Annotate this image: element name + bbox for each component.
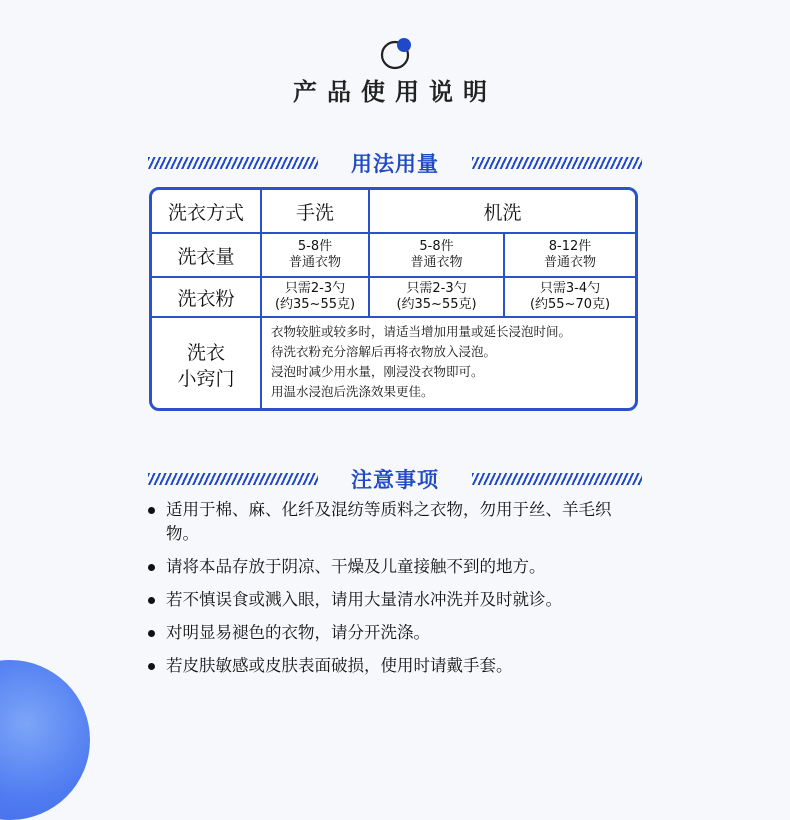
list-item xyxy=(148,654,628,678)
divider xyxy=(260,190,262,408)
list-item xyxy=(148,588,628,612)
usage-section-title: 用法用量 xyxy=(351,152,439,176)
note-text: 若皮肤敏感或皮肤表面破损，使用时请戴手套。 xyxy=(166,656,513,675)
logo-ring-icon xyxy=(379,36,415,72)
notes-section-title: 注意事项 xyxy=(351,468,439,492)
notes-list xyxy=(148,498,628,687)
powder-machine-1 xyxy=(370,278,503,316)
divider xyxy=(368,190,370,318)
note-text: 适用于棉、麻、化纤及混纺等质料之衣物，勿用于丝、羊毛织物。 xyxy=(166,500,612,543)
tip-line: 衣物较脏或较多时，请适当增加用量或延长浸泡时间。 xyxy=(271,324,572,339)
powder-machine2-grams: (约55~70克) xyxy=(529,297,611,312)
page-title: 产品使用说明 xyxy=(293,78,497,106)
stripe-decoration-right xyxy=(472,157,642,169)
header-method: 洗衣方式 xyxy=(167,201,244,224)
stripe-decoration-left xyxy=(148,473,318,485)
amount-machine2-count: 8-12件 xyxy=(548,239,592,254)
row-label-tips xyxy=(152,318,260,411)
note-text: 请将本品存放于阴凉、干燥及儿童接触不到的地方。 xyxy=(166,557,546,576)
table-header-row xyxy=(152,190,635,232)
row-label-amount: 洗衣量 xyxy=(177,245,235,268)
stripe-decoration-left xyxy=(148,157,318,169)
tip-line: 用温水浸泡后洗涤效果更佳。 xyxy=(271,384,434,399)
note-text: 若不慎误食或溅入眼，请用大量清水冲洗并及时就诊。 xyxy=(166,590,562,609)
divider xyxy=(503,234,505,318)
usage-section-header xyxy=(148,148,642,178)
bullet-icon xyxy=(148,663,155,670)
tips-text xyxy=(271,322,631,402)
stripe-decoration-right xyxy=(472,473,642,485)
amount-machine1-type: 普通衣物 xyxy=(410,255,463,270)
header-machine-wash: 机洗 xyxy=(483,201,522,224)
row-label-powder: 洗衣粉 xyxy=(177,287,235,310)
tip-line: 浸泡时减少用水量，刚浸没衣物即可。 xyxy=(271,364,484,379)
bullet-icon xyxy=(148,564,155,571)
powder-machine1-grams: (约35~55克) xyxy=(396,297,477,312)
amount-hand-type: 普通衣物 xyxy=(288,255,341,270)
table-row-powder xyxy=(152,278,635,316)
powder-machine1-scoops: 只需2-3勺 xyxy=(406,281,467,296)
amount-machine-1 xyxy=(370,234,503,276)
tip-line: 待洗衣粉充分溶解后再将衣物放入浸泡。 xyxy=(271,344,497,359)
tips-label-line1: 洗衣 xyxy=(186,342,225,364)
tips-label-line2: 小窍门 xyxy=(177,368,235,390)
note-text: 对明显易褪色的衣物，请分开洗涤。 xyxy=(166,623,430,642)
bullet-icon xyxy=(148,507,155,514)
amount-hand xyxy=(262,234,368,276)
bullet-icon xyxy=(148,597,155,604)
powder-machine-2 xyxy=(505,278,635,316)
powder-hand xyxy=(262,278,368,316)
list-item xyxy=(148,621,628,645)
notes-section-header xyxy=(148,464,642,494)
powder-machine2-scoops: 只需3-4勺 xyxy=(539,281,601,296)
amount-hand-count: 5-8件 xyxy=(297,239,333,254)
amount-machine2-type: 普通衣物 xyxy=(543,255,596,270)
powder-hand-scoops: 只需2-3勺 xyxy=(284,281,346,296)
bullet-icon xyxy=(148,630,155,637)
amount-machine1-count: 5-8件 xyxy=(419,239,454,254)
list-item xyxy=(148,498,628,546)
amount-machine-2 xyxy=(505,234,635,276)
list-item xyxy=(148,555,628,579)
header-hand-wash: 手洗 xyxy=(295,201,334,224)
table-row-amount xyxy=(152,234,635,276)
decorative-blue-circle xyxy=(0,660,90,820)
powder-hand-grams: (约35~55克) xyxy=(274,297,356,312)
